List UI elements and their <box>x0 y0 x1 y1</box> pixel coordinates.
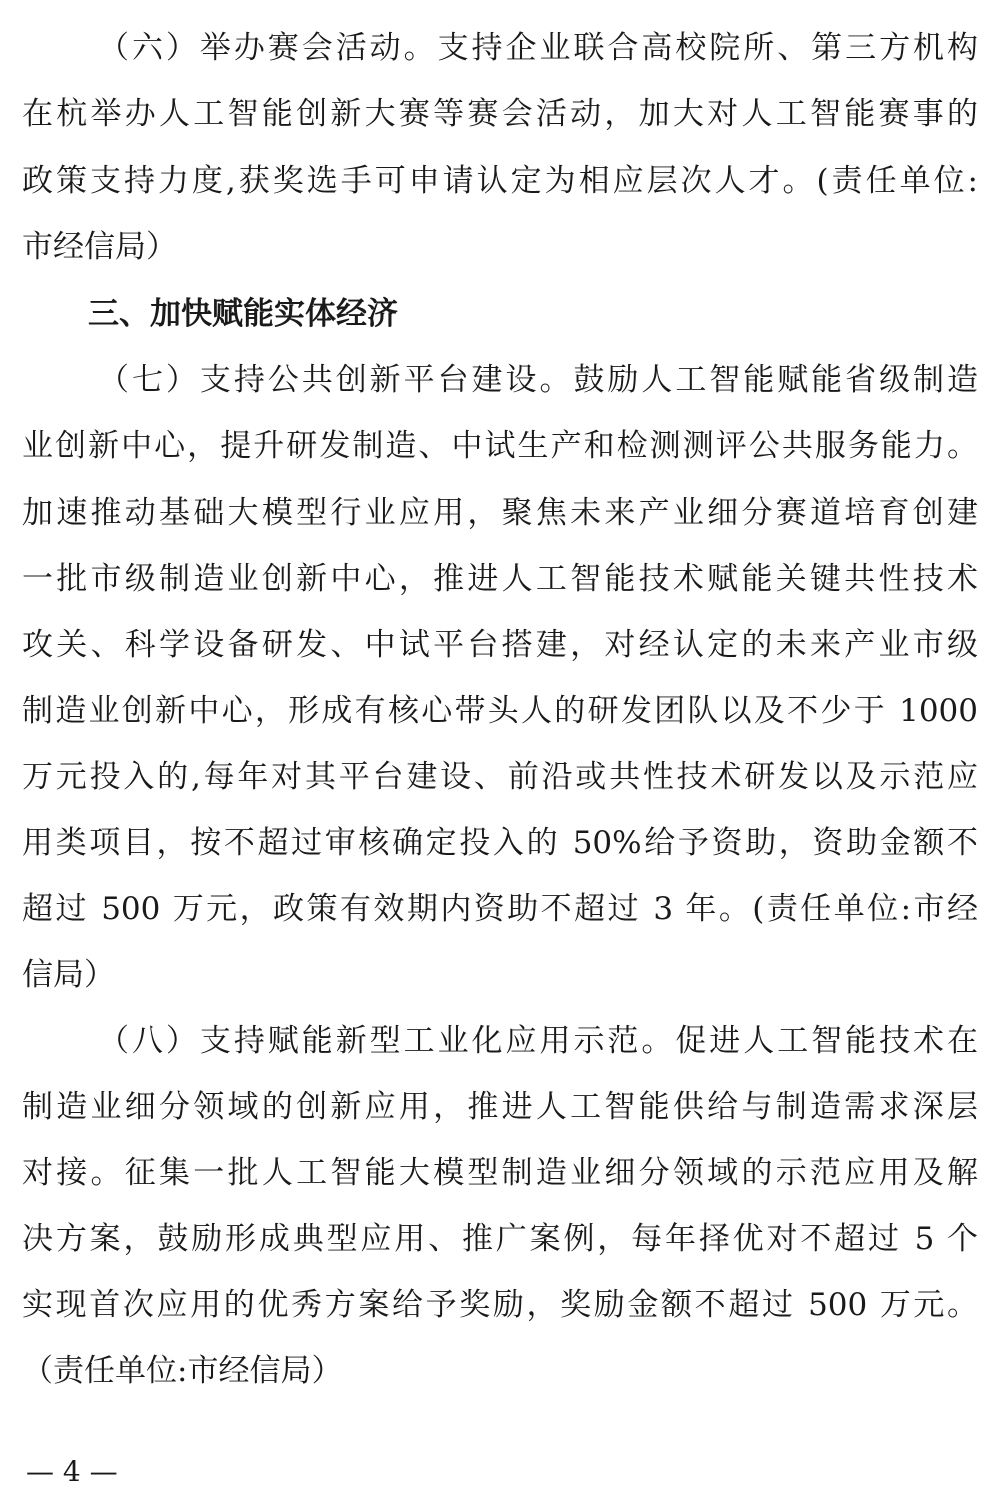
paragraph-8-line-4: 决方案，鼓励形成典型应用、推广案例，每年择优对不超过 5 个 <box>22 1221 978 1257</box>
paragraph-8-line-1: （八）支持赋能新型工业化应用示范。促进人工智能技术在 <box>98 1023 978 1059</box>
paragraph-6-line-3: 政策支持力度,获奖选手可申请认定为相应层次人才。(责任单位: <box>22 163 978 199</box>
page-number: — 4 — <box>26 1455 118 1488</box>
paragraph-7-line-9: 超过 500 万元，政策有效期内资助不超过 3 年。(责任单位:市经 <box>22 891 978 927</box>
paragraph-6-line-1: （六）举办赛会活动。支持企业联合高校院所、第三方机构 <box>98 30 978 66</box>
paragraph-7-line-3: 加速推动基础大模型行业应用，聚焦未来产业细分赛道培育创建 <box>22 495 978 531</box>
paragraph-7-line-7: 万元投入的,每年对其平台建设、前沿或共性技术研发以及示范应 <box>22 759 978 795</box>
paragraph-8-line-3: 对接。征集一批人工智能大模型制造业细分领域的示范应用及解 <box>22 1155 978 1191</box>
paragraph-7-line-5: 攻关、科学设备研发、中试平台搭建，对经认定的未来产业市级 <box>22 627 978 663</box>
paragraph-7-line-4: 一批市级制造业创新中心，推进人工智能技术赋能关键共性技术 <box>22 561 978 597</box>
paragraph-6-line-2: 在杭举办人工智能创新大赛等赛会活动，加大对人工智能赛事的 <box>22 96 978 132</box>
paragraph-8-line-2: 制造业细分领域的创新应用，推进人工智能供给与制造需求深层 <box>22 1089 978 1125</box>
section-heading: 三、加快赋能实体经济 <box>88 296 398 332</box>
paragraph-7-line-1: （七）支持公共创新平台建设。鼓励人工智能赋能省级制造 <box>98 362 978 398</box>
paragraph-8-line-6: （责任单位:市经信局） <box>22 1353 343 1389</box>
paragraph-6-line-4: 市经信局） <box>22 229 177 265</box>
paragraph-7-line-2: 业创新中心，提升研发制造、中试生产和检测测评公共服务能力。 <box>22 428 978 464</box>
paragraph-7-line-6: 制造业创新中心，形成有核心带头人的研发团队以及不少于 1000 <box>22 693 978 729</box>
paragraph-7-line-8: 用类项目，按不超过审核确定投入的 50%给予资助，资助金额不 <box>22 825 978 861</box>
paragraph-8-line-5: 实现首次应用的优秀方案给予奖励，奖励金额不超过 500 万元。 <box>22 1287 978 1323</box>
paragraph-7-line-10: 信局） <box>22 957 115 993</box>
